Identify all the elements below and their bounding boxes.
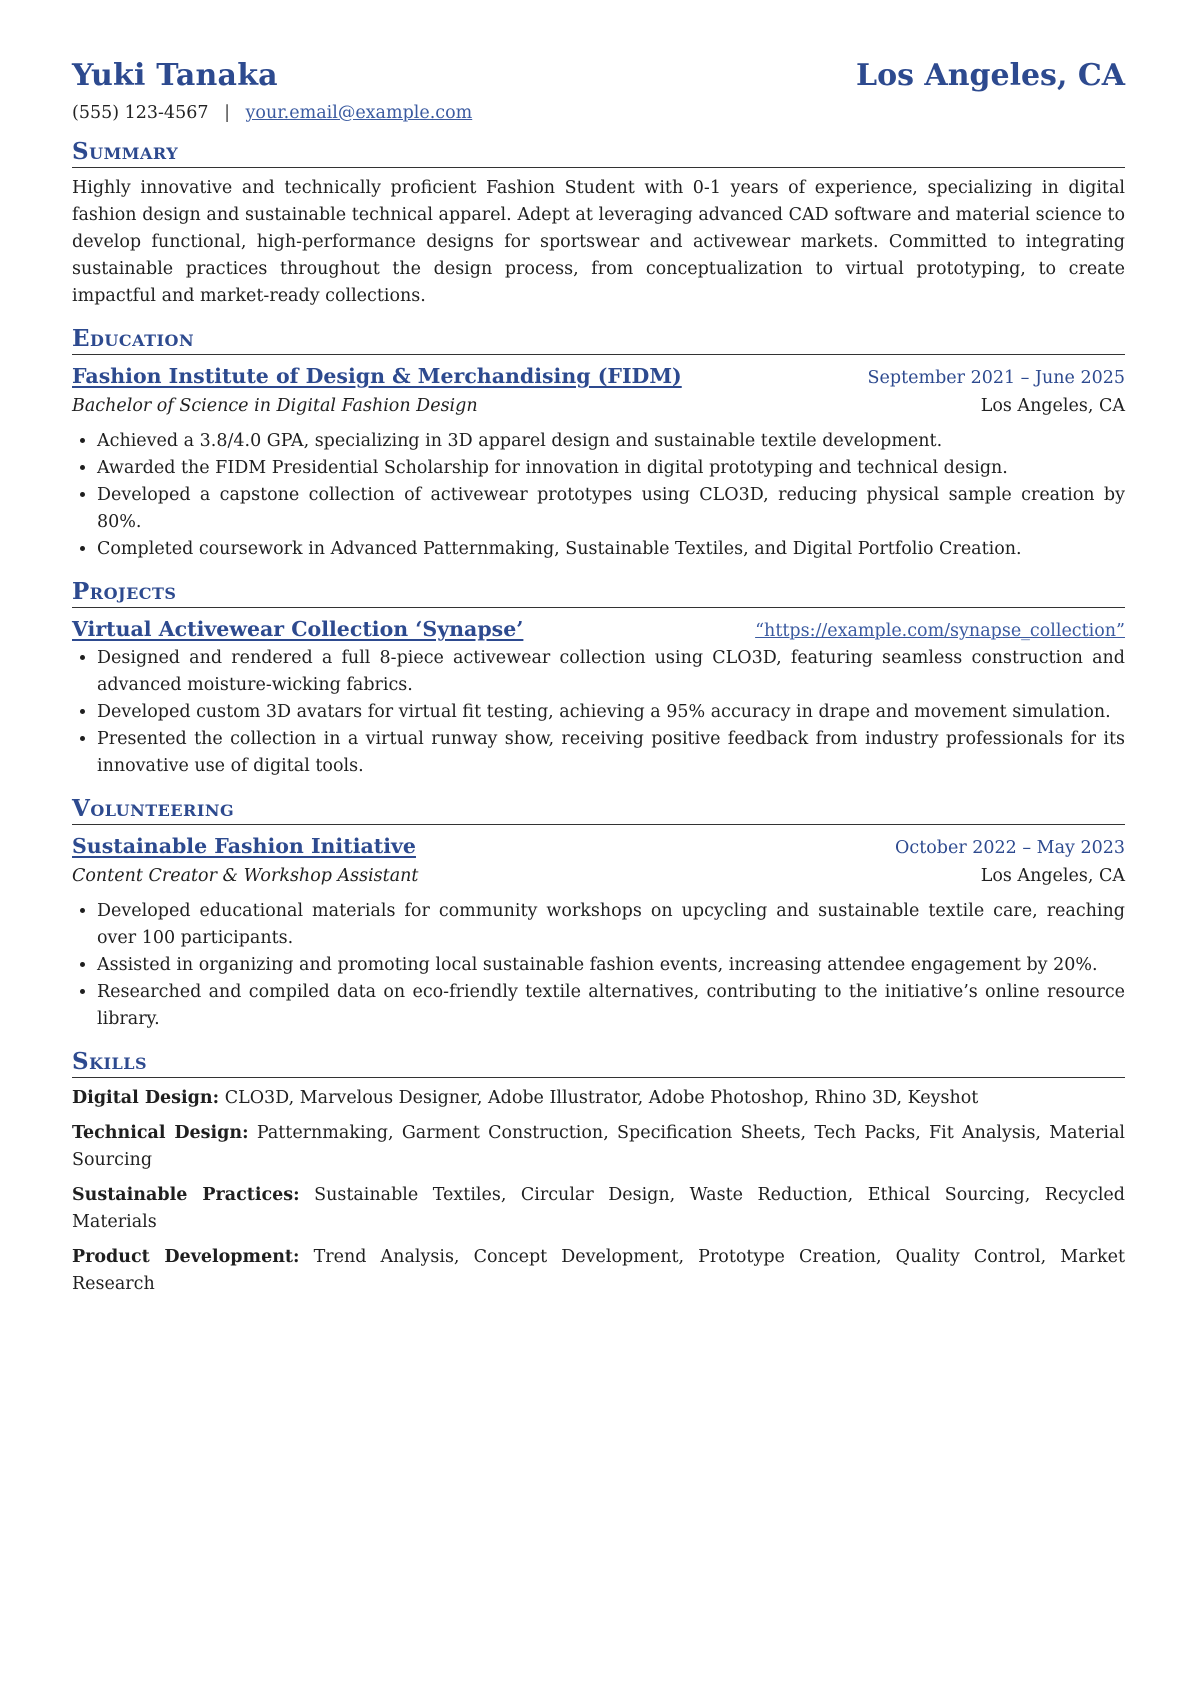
list-item: • Completed coursework in Advanced Patternmaking, Sustainable Textiles, and Digital Portfolio Creation. <box>97 536 1125 563</box>
volunteering-entry-header <box>72 832 1125 862</box>
skill-label: Product Development: <box>72 1247 300 1267</box>
education-dates: September 2021 – June 2025 <box>867 368 1125 388</box>
project-url-link[interactable]: “https://example.com/synapse_collection” <box>755 621 1125 641</box>
section-title-summary: Summary <box>72 137 1125 168</box>
list-item: • Developed a capstone collection of activewear prototypes using CLO3D, reducing physical sample creation by 80%. <box>97 482 1125 536</box>
skill-value: CLO3D, Marvelous Designer, Adobe Illustrator, Adobe Photoshop, Rhino 3D, Keyshot <box>224 1088 979 1108</box>
list-item: • Assisted in organizing and promoting local sustainable fashion events, increasing attendee engagement by 20%. <box>97 952 1125 979</box>
list-item: • Researched and compiled data on eco-friendly textile alternatives, contributing to the initiative’s online resource library. <box>97 979 1125 1033</box>
volunteering-bullets <box>72 898 1125 1033</box>
volunteering-dates: October 2022 – May 2023 <box>895 838 1125 858</box>
volunteering-location: Los Angeles, CA <box>980 866 1125 886</box>
skill-value: Patternmaking, Garment Construction, Specification Sheets, Tech Packs, Fit Analysis, Material Sourcing <box>72 1123 1125 1170</box>
education-entry-header <box>72 362 1125 392</box>
skill-label: Sustainable Practices: <box>72 1185 300 1205</box>
project-name-link[interactable]: Virtual Activewear Collection ‘Synapse’ <box>72 617 524 641</box>
organization-link[interactable]: Sustainable Fashion Initiative <box>72 834 416 858</box>
skill-row <box>72 1244 1125 1298</box>
education-location: Los Angeles, CA <box>980 396 1125 416</box>
skill-label: Technical Design: <box>72 1123 249 1143</box>
skill-value: Trend Analysis, Concept Development, Prototype Creation, Quality Control, Market Research <box>72 1247 1125 1294</box>
volunteering-entry-sub <box>72 862 1125 890</box>
list-item: • Developed educational materials for community workshops on upcycling and sustainable textile care, reaching over 100 participants. <box>97 898 1125 952</box>
skill-row <box>72 1085 1125 1112</box>
degree: Bachelor of Science in Digital Fashion Design <box>72 396 478 416</box>
institution-link[interactable]: Fashion Institute of Design & Merchandising (FIDM) <box>72 364 682 388</box>
header-location: Los Angeles, CA <box>855 58 1125 93</box>
section-title-skills: Skills <box>72 1047 1125 1078</box>
education-entry-sub <box>72 392 1125 420</box>
skill-row <box>72 1120 1125 1174</box>
contact-separator: | <box>224 103 230 123</box>
section-title-projects: Projects <box>72 577 1125 608</box>
volunteer-role: Content Creator & Workshop Assistant <box>72 866 419 886</box>
education-bullets <box>72 428 1125 563</box>
section-title-volunteering: Volunteering <box>72 794 1125 825</box>
email-link[interactable]: your.email@example.com <box>245 103 473 123</box>
header <box>72 58 1125 93</box>
section-title-education: Education <box>72 324 1125 355</box>
project-entry-header <box>72 615 1125 645</box>
resume-page <box>72 58 1125 1306</box>
list-item: • Developed custom 3D avatars for virtual fit testing, achieving a 95% accuracy in drape and movement simulation. <box>97 699 1125 726</box>
phone-number: (555) 123-4567 <box>72 103 209 123</box>
skill-label: Digital Design: <box>72 1088 220 1108</box>
list-item: • Achieved a 3.8/4.0 GPA, specializing in 3D apparel design and sustainable textile development. <box>97 428 1125 455</box>
candidate-name: Yuki Tanaka <box>72 58 278 93</box>
skill-row <box>72 1182 1125 1236</box>
project-bullets <box>72 645 1125 780</box>
list-item: • Awarded the FIDM Presidential Scholarship for innovation in digital prototyping and technical design. <box>97 455 1125 482</box>
list-item: • Presented the collection in a virtual runway show, receiving positive feedback from industry professionals for its innovative use of digital tools. <box>97 726 1125 780</box>
summary-text: Highly innovative and technically proficient Fashion Student with 0-1 years of experience, specializing in digital fashion design and sustainable technical apparel. Adept at leveraging advanced CAD software and material science to develop functional, high-performance designs for sportswear and activewear markets. Committed to integrating sustainable practices throughout the design process, from conceptualization to virtual prototyping, to create impactful and market-ready collections. <box>72 178 1125 306</box>
skill-value: Sustainable Textiles, Circular Design, Waste Reduction, Ethical Sourcing, Recycled Materials <box>72 1185 1125 1232</box>
contact-line <box>72 103 1125 123</box>
list-item: • Designed and rendered a full 8-piece activewear collection using CLO3D, featuring seamless construction and advanced moisture-wicking fabrics. <box>97 645 1125 699</box>
